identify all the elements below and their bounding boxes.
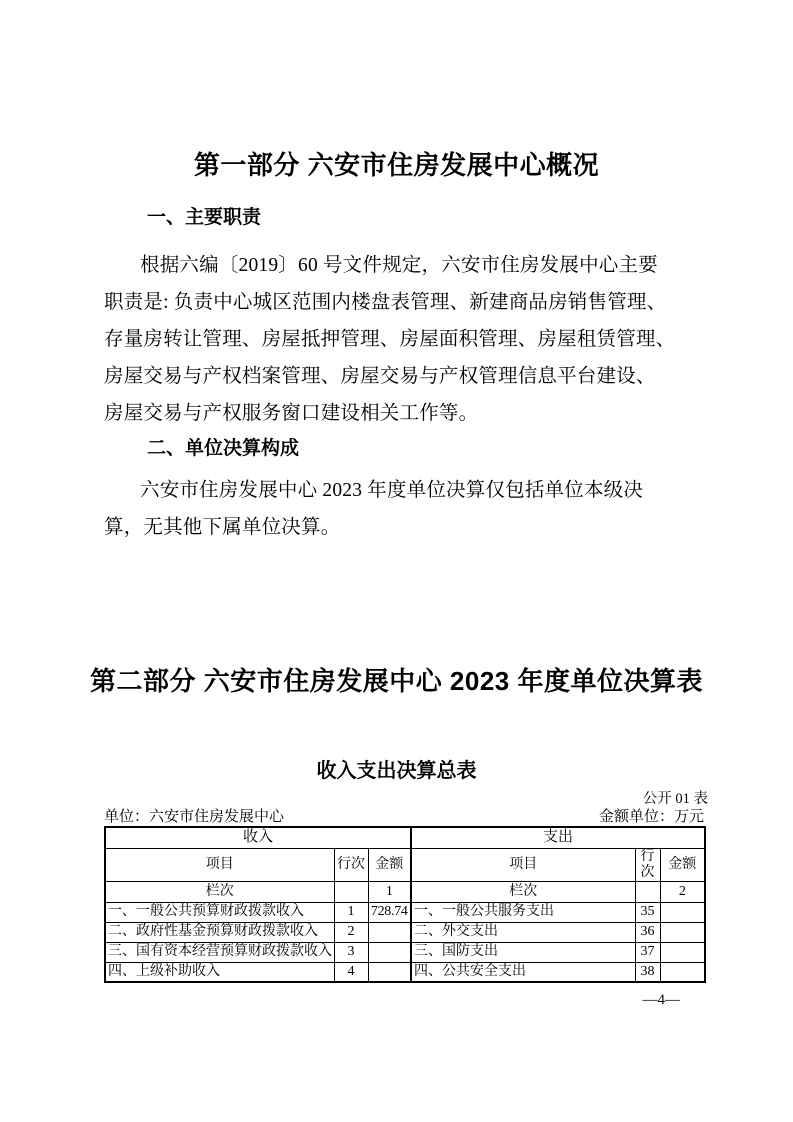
expense-lanci-label: 栏次 <box>411 881 635 902</box>
table-title: 收入支出决算总表 <box>316 760 477 782</box>
income-expense-summary-table <box>104 826 706 983</box>
income-item-column-header: 项目 <box>105 848 334 881</box>
expense-item-column-header: 项目 <box>411 848 635 881</box>
table-row <box>105 922 705 942</box>
expense-amount-cell <box>660 962 705 982</box>
income-line-cell: 4 <box>334 962 368 982</box>
paragraph1-line: 职责是: 负责中心城区范围内楼盘表管理、新建商品房销售管理、 <box>104 292 667 313</box>
part2-title: 第二部分 六安市住房发展中心 2023 年度单位决算表 <box>89 666 703 696</box>
income-line-cell: 2 <box>334 922 368 942</box>
income-line-cell: 3 <box>334 942 368 962</box>
income-line-column-header: 行次 <box>334 848 368 881</box>
income-item-cell: 三、国有资本经营预算财政拨款收入 <box>105 942 334 962</box>
income-amount-cell: 728.74 <box>368 902 411 922</box>
paragraph1-line: 房屋交易与产权档案管理、房屋交易与产权管理信息平台建设、 <box>104 366 656 387</box>
paragraph1-line: 根据六编〔2019〕60 号文件规定，六安市住房发展中心主要 <box>140 255 658 276</box>
expense-line-cell: 37 <box>635 942 660 962</box>
table-caption-row <box>104 805 704 826</box>
income-amount-cell <box>368 962 411 982</box>
income-lanci-number: 1 <box>368 881 411 902</box>
income-section-header: 收入 <box>105 827 411 848</box>
expense-line-cell: 36 <box>635 922 660 942</box>
expense-amount-cell <box>660 942 705 962</box>
income-item-cell: 一、一般公共预算财政拨款收入 <box>105 902 334 922</box>
table-row <box>105 942 705 962</box>
expense-item-cell: 四、公共安全支出 <box>411 962 635 982</box>
table-row <box>105 962 705 982</box>
section2-heading: 二、单位决算构成 <box>147 438 300 459</box>
income-amount-cell <box>368 922 411 942</box>
income-amount-cell <box>368 942 411 962</box>
income-item-cell: 四、上级补助收入 <box>105 962 334 982</box>
expense-item-cell: 一、一般公共服务支出 <box>411 902 635 922</box>
part1-title: 第一部分 六安市住房发展中心概况 <box>193 150 600 180</box>
expense-amount-column-header: 金额 <box>660 848 705 881</box>
income-lanci-label: 栏次 <box>105 881 334 902</box>
expense-line-column-header: 行次 <box>635 848 660 881</box>
paragraph1-line: 存量房转让管理、房屋抵押管理、房屋面积管理、房屋租赁管理、 <box>104 329 676 350</box>
section1-heading: 一、主要职责 <box>147 207 262 228</box>
income-item-cell: 二、政府性基金预算财政拨款收入 <box>105 922 334 942</box>
amount-unit-label: 金额单位：万元 <box>598 809 704 825</box>
expense-section-header: 支出 <box>411 827 705 848</box>
paragraph2-line: 六安市住房发展中心 2023 年度单位决算仅包括单位本级决 <box>140 480 644 501</box>
expense-line-cell: 38 <box>635 962 660 982</box>
expense-item-cell: 三、国防支出 <box>411 942 635 962</box>
page-number: —4— <box>642 992 680 1008</box>
expense-lanci-number: 2 <box>660 881 705 902</box>
income-lanci-line-cell <box>334 881 368 902</box>
paragraph2-line: 算，无其他下属单位决算。 <box>104 517 341 538</box>
income-line-cell: 1 <box>334 902 368 922</box>
expense-item-cell: 二、外交支出 <box>411 922 635 942</box>
income-amount-column-header: 金额 <box>368 848 411 881</box>
expense-line-cell: 35 <box>635 902 660 922</box>
unit-label: 单位：六安市住房发展中心 <box>104 809 285 825</box>
expense-amount-cell <box>660 922 705 942</box>
paragraph1-line: 房屋交易与产权服务窗口建设相关工作等。 <box>104 403 479 424</box>
expense-amount-cell <box>660 902 705 922</box>
expense-lanci-line-cell <box>635 881 660 902</box>
table-row <box>105 902 705 922</box>
form-number-label: 公开 01 表 <box>642 791 708 807</box>
